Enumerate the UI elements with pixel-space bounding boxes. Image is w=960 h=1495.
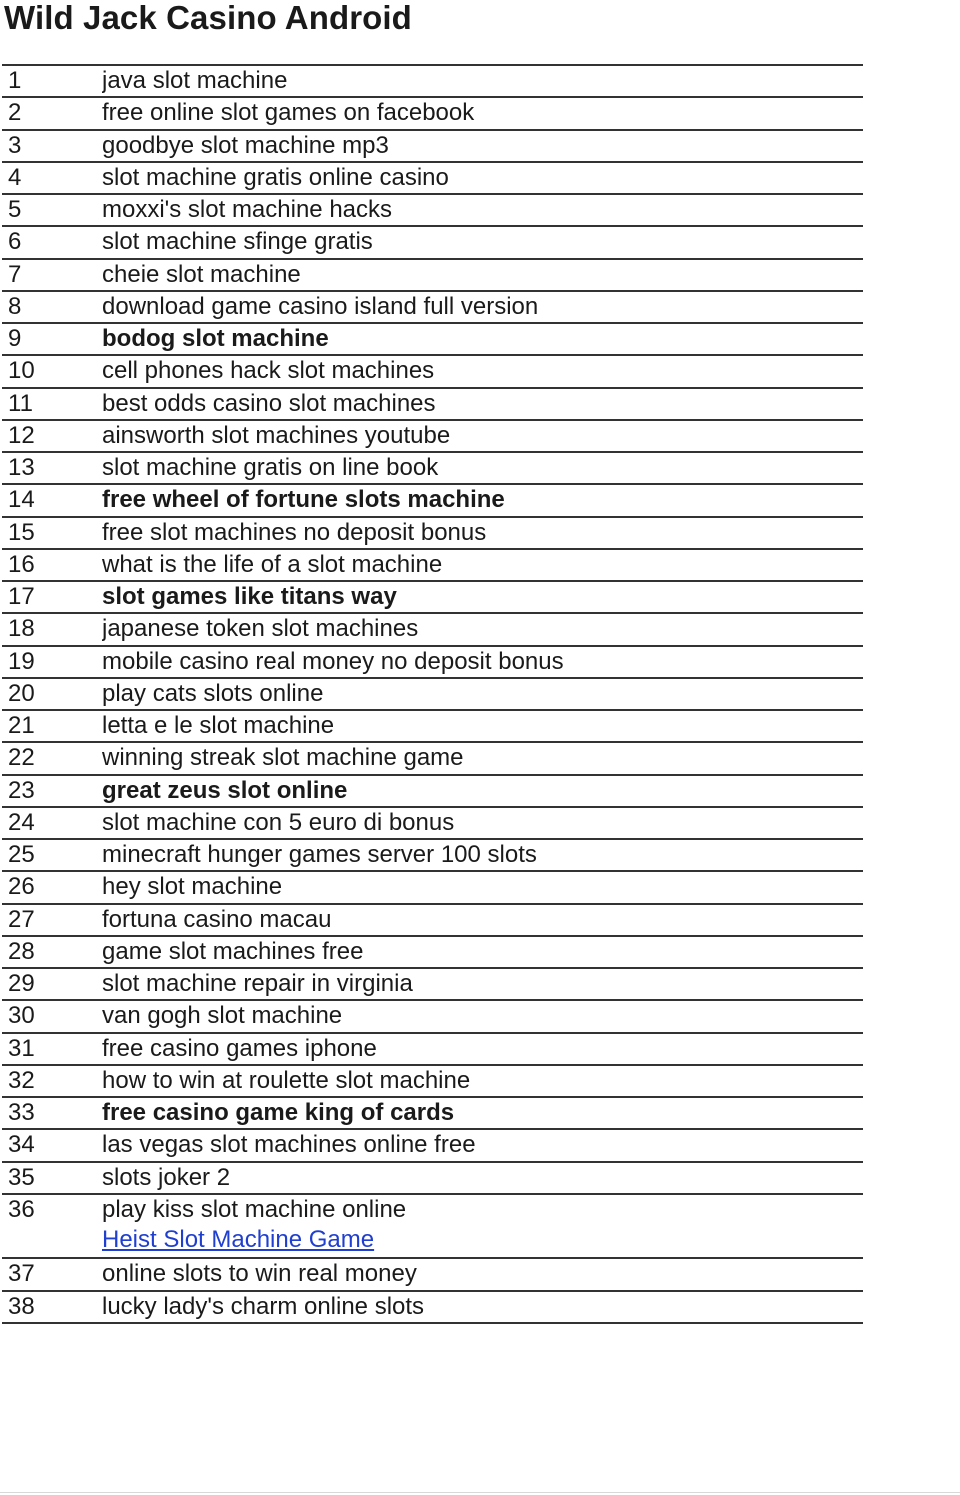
footer-divider xyxy=(0,1492,960,1493)
item-text: van gogh slot machine xyxy=(102,1002,343,1030)
item-text-column xyxy=(102,937,863,967)
list-item xyxy=(2,1163,863,1195)
list-item xyxy=(2,518,863,550)
item-text: slot machine repair in virginia xyxy=(102,970,413,998)
item-text-column xyxy=(102,1034,863,1064)
item-text: play cats slots online xyxy=(102,679,324,707)
item-text: what is the life of a slot machine xyxy=(102,550,443,578)
item-text-column xyxy=(102,518,863,548)
item-number: 17 xyxy=(8,583,35,611)
item-number: 18 xyxy=(8,615,35,643)
list-item xyxy=(2,1001,863,1033)
list-item xyxy=(2,808,863,840)
item-number: 38 xyxy=(8,1292,35,1320)
item-text-column xyxy=(102,1098,863,1128)
item-text: game slot machines free xyxy=(102,937,364,965)
item-number: 2 xyxy=(8,99,22,127)
item-text: great zeus slot online xyxy=(102,776,348,804)
item-text: cheie slot machine xyxy=(102,260,301,288)
list-item xyxy=(2,1034,863,1066)
item-text: letta e le slot machine xyxy=(102,712,335,740)
item-text-column xyxy=(102,1259,863,1289)
item-text: free casino game king of cards xyxy=(102,1099,455,1127)
item-text-column xyxy=(102,131,863,161)
list-item xyxy=(2,292,863,324)
item-text: japanese token slot machines xyxy=(102,615,419,643)
item-number: 1 xyxy=(8,67,22,95)
keyword-list xyxy=(2,64,863,1324)
item-text: best odds casino slot machines xyxy=(102,389,436,417)
item-text-column xyxy=(102,356,863,386)
item-number: 5 xyxy=(8,196,22,224)
item-text: mobile casino real money no deposit bonus xyxy=(102,647,564,675)
list-item xyxy=(2,260,863,292)
item-number: 11 xyxy=(8,389,33,417)
list-item xyxy=(2,937,863,969)
list-item xyxy=(2,679,863,711)
item-text: lucky lady's charm online slots xyxy=(102,1292,425,1320)
item-text-column xyxy=(102,485,863,515)
list-item xyxy=(2,582,863,614)
list-item xyxy=(2,98,863,130)
item-number: 28 xyxy=(8,937,35,965)
list-item xyxy=(2,1292,863,1324)
list-item xyxy=(2,1066,863,1098)
item-text-column xyxy=(102,550,863,580)
item-number: 14 xyxy=(8,486,35,514)
item-text: slot machine gratis online casino xyxy=(102,163,449,191)
item-text: download game casino island full version xyxy=(102,292,539,320)
list-item xyxy=(2,1259,863,1291)
list-item xyxy=(2,969,863,1001)
item-text-column xyxy=(102,808,863,838)
item-number: 32 xyxy=(8,1066,35,1094)
item-text: slots joker 2 xyxy=(102,1163,231,1191)
list-item xyxy=(2,840,863,872)
item-text-column xyxy=(102,969,863,999)
item-text-column xyxy=(102,872,863,902)
item-text-column xyxy=(102,614,863,644)
item-text-column xyxy=(102,1001,863,1031)
list-item xyxy=(2,66,863,98)
item-number: 21 xyxy=(8,712,35,740)
item-text: free slot machines no deposit bonus xyxy=(102,518,487,546)
item-text: online slots to win real money xyxy=(102,1260,417,1288)
item-text: free casino games iphone xyxy=(102,1034,377,1062)
item-number: 36 xyxy=(8,1195,35,1223)
item-number: 6 xyxy=(8,228,22,256)
item-number: 4 xyxy=(8,163,22,191)
item-text-column xyxy=(102,421,863,451)
item-link[interactable]: Heist Slot Machine Game xyxy=(102,1225,375,1253)
list-item xyxy=(2,776,863,808)
list-item xyxy=(2,905,863,937)
item-text-column xyxy=(102,195,863,225)
list-item xyxy=(2,195,863,227)
item-text: how to win at roulette slot machine xyxy=(102,1066,471,1094)
item-text-column xyxy=(102,647,863,677)
item-text-column xyxy=(102,776,863,806)
item-text-column xyxy=(102,1163,863,1193)
list-item xyxy=(2,453,863,485)
list-item xyxy=(2,550,863,582)
item-text-column xyxy=(102,711,863,741)
list-item xyxy=(2,227,863,259)
list-item xyxy=(2,647,863,679)
item-text: slot machine gratis on line book xyxy=(102,454,439,482)
item-text-column xyxy=(102,453,863,483)
item-text-column xyxy=(102,292,863,322)
item-text: free online slot games on facebook xyxy=(102,99,475,127)
list-item xyxy=(2,131,863,163)
item-number: 31 xyxy=(8,1034,35,1062)
list-item xyxy=(2,743,863,775)
list-item xyxy=(2,421,863,453)
list-item xyxy=(2,1098,863,1130)
list-item xyxy=(2,389,863,421)
item-text: winning streak slot machine game xyxy=(102,744,464,772)
item-number: 22 xyxy=(8,744,35,772)
item-text: slot machine con 5 euro di bonus xyxy=(102,808,455,836)
item-number: 15 xyxy=(8,518,35,546)
item-number: 29 xyxy=(8,970,35,998)
item-text-column xyxy=(102,227,863,257)
list-item xyxy=(2,163,863,195)
item-text-column xyxy=(102,1066,863,1096)
item-number: 3 xyxy=(8,131,22,159)
list-item xyxy=(2,1130,863,1162)
item-text: las vegas slot machines online free xyxy=(102,1131,476,1159)
item-text-column xyxy=(102,1130,863,1160)
item-number: 34 xyxy=(8,1131,35,1159)
item-number: 24 xyxy=(8,808,35,836)
item-number: 12 xyxy=(8,421,35,449)
item-text-column xyxy=(102,163,863,193)
item-text-column xyxy=(102,1292,863,1322)
list-item xyxy=(2,324,863,356)
item-number: 16 xyxy=(8,550,35,578)
item-text: cell phones hack slot machines xyxy=(102,357,435,385)
item-number: 10 xyxy=(8,357,35,385)
item-number: 13 xyxy=(8,454,35,482)
page-title: Wild Jack Casino Android xyxy=(4,0,412,36)
item-text: moxxi's slot machine hacks xyxy=(102,196,393,224)
item-number: 26 xyxy=(8,873,35,901)
item-text-column xyxy=(102,1195,863,1255)
item-number: 30 xyxy=(8,1002,35,1030)
item-text: free wheel of fortune slots machine xyxy=(102,486,505,514)
item-text-column xyxy=(102,679,863,709)
item-text-column xyxy=(102,98,863,128)
item-text-column xyxy=(102,840,863,870)
list-item xyxy=(2,872,863,904)
item-number: 37 xyxy=(8,1260,35,1288)
item-number: 27 xyxy=(8,905,35,933)
item-text: hey slot machine xyxy=(102,873,283,901)
list-item xyxy=(2,485,863,517)
item-text: slot games like titans way xyxy=(102,583,397,611)
item-text-column xyxy=(102,389,863,419)
item-text: play kiss slot machine online xyxy=(102,1195,407,1223)
item-text: slot machine sfinge gratis xyxy=(102,228,373,256)
item-text-column xyxy=(102,260,863,290)
item-number: 9 xyxy=(8,325,22,353)
item-number: 7 xyxy=(8,260,22,288)
list-item xyxy=(2,614,863,646)
item-number: 23 xyxy=(8,776,35,804)
list-item xyxy=(2,1195,863,1260)
item-number: 8 xyxy=(8,292,22,320)
item-number: 35 xyxy=(8,1163,35,1191)
item-number: 20 xyxy=(8,679,35,707)
item-text-column xyxy=(102,743,863,773)
item-text: goodbye slot machine mp3 xyxy=(102,131,389,159)
item-text: fortuna casino macau xyxy=(102,905,332,933)
item-number: 33 xyxy=(8,1099,35,1127)
item-text: bodog slot machine xyxy=(102,325,329,353)
item-text: minecraft hunger games server 100 slots xyxy=(102,841,537,869)
item-text-column xyxy=(102,324,863,354)
item-text-column xyxy=(102,905,863,935)
item-text-column xyxy=(102,66,863,96)
item-number: 19 xyxy=(8,647,35,675)
item-text: java slot machine xyxy=(102,67,288,95)
list-item xyxy=(2,356,863,388)
item-text-column xyxy=(102,582,863,612)
item-number: 25 xyxy=(8,841,35,869)
list-item xyxy=(2,711,863,743)
item-text: ainsworth slot machines youtube xyxy=(102,421,451,449)
